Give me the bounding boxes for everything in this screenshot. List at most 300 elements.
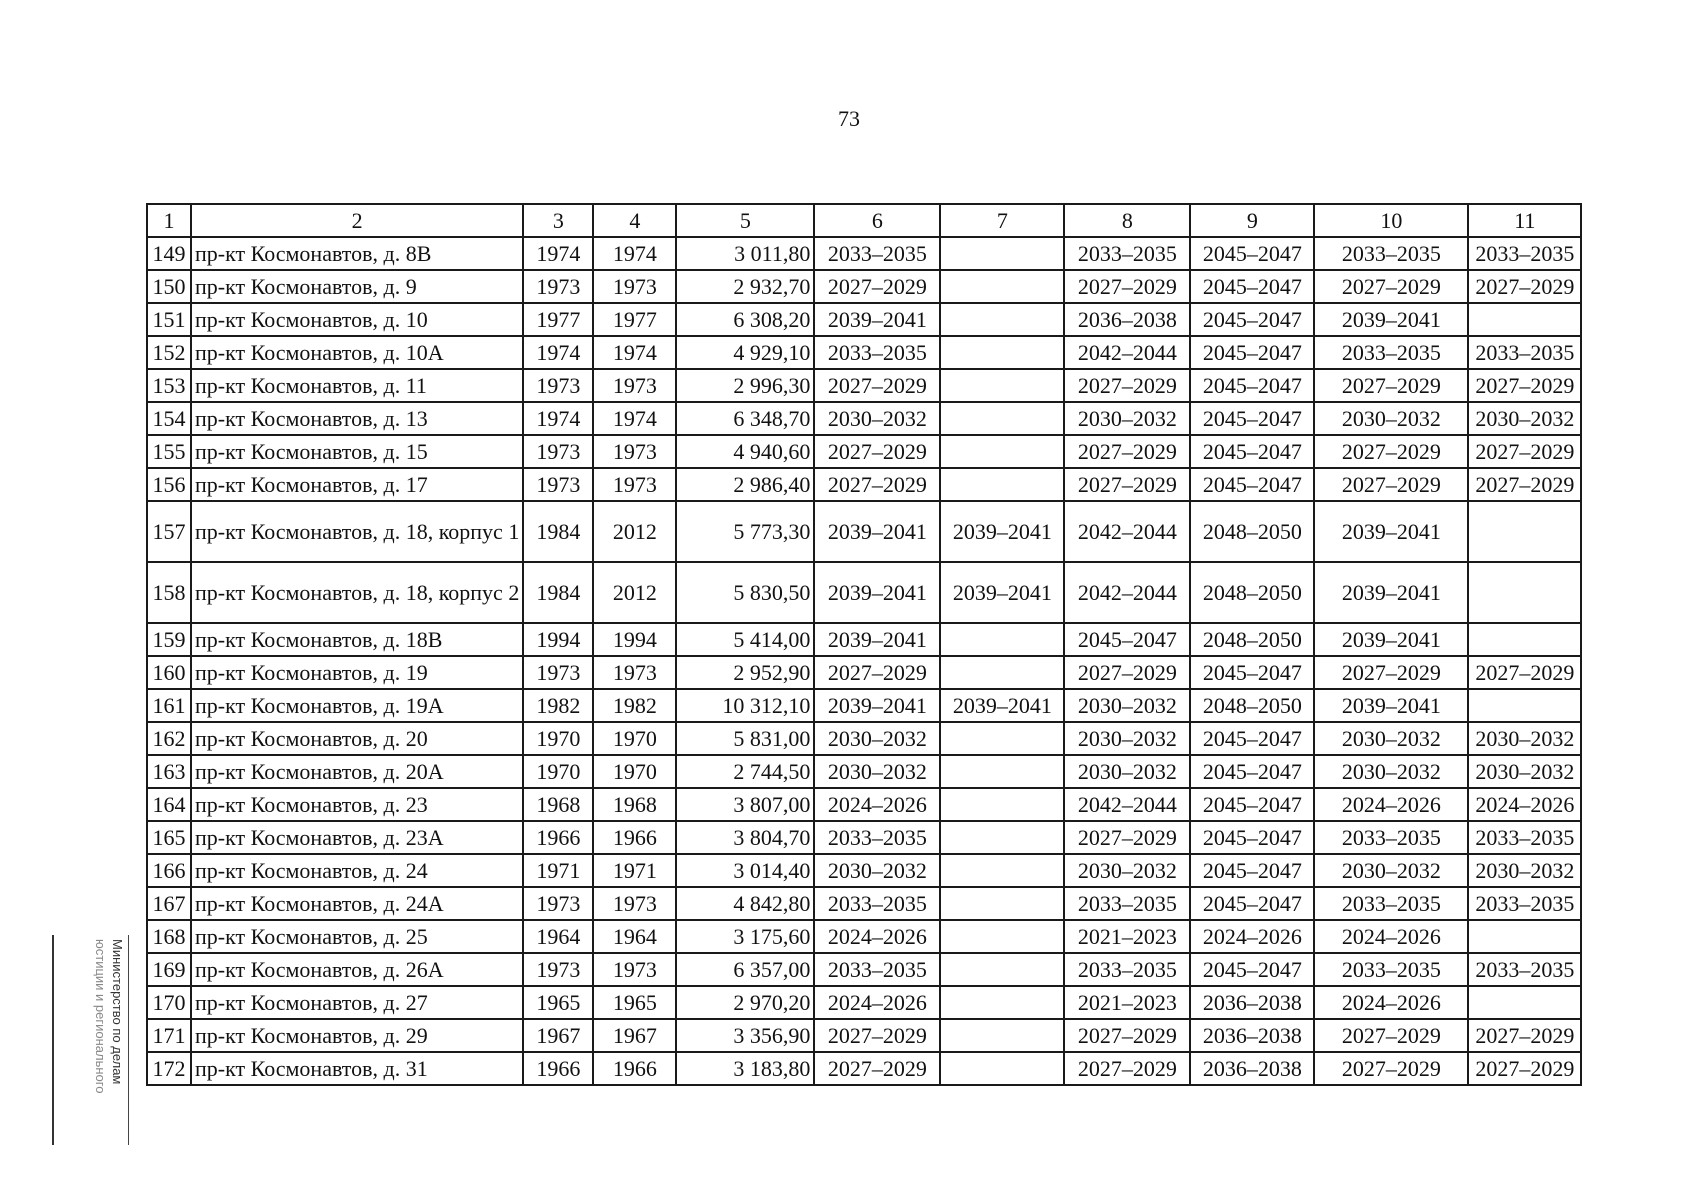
address-cell: пр-кт Космонавтов, д. 18, корпус 2 xyxy=(191,562,523,623)
period-col-9-cell: 2045–2047 xyxy=(1190,336,1314,369)
period-col-7-cell xyxy=(940,755,1064,788)
area-cell: 2 996,30 xyxy=(676,369,814,402)
period-col-6-cell: 2027–2029 xyxy=(814,656,940,689)
area-cell: 3 011,80 xyxy=(676,237,814,270)
column-header: 7 xyxy=(940,204,1064,237)
area-cell: 4 842,80 xyxy=(676,887,814,920)
period-col-6-cell: 2033–2035 xyxy=(814,336,940,369)
row-number-cell: 170 xyxy=(147,986,191,1019)
period-col-6-cell: 2030–2032 xyxy=(814,402,940,435)
period-col-7-cell xyxy=(940,402,1064,435)
period-col-10-cell: 2033–2035 xyxy=(1314,953,1468,986)
year-reconstructed-cell: 1964 xyxy=(593,920,676,953)
period-col-6-cell: 2033–2035 xyxy=(814,887,940,920)
year-built-cell: 1973 xyxy=(523,468,593,501)
area-cell: 6 357,00 xyxy=(676,953,814,986)
period-col-10-cell: 2027–2029 xyxy=(1314,468,1468,501)
period-col-9-cell: 2048–2050 xyxy=(1190,689,1314,722)
period-col-10-cell: 2033–2035 xyxy=(1314,887,1468,920)
table-row xyxy=(147,920,1581,953)
period-col-10-cell: 2030–2032 xyxy=(1314,854,1468,887)
table-row xyxy=(147,402,1581,435)
period-col-6-cell: 2033–2035 xyxy=(814,953,940,986)
ministry-stamp xyxy=(52,935,129,1145)
year-built-cell: 1965 xyxy=(523,986,593,1019)
table-row xyxy=(147,788,1581,821)
period-col-6-cell: 2030–2032 xyxy=(814,755,940,788)
year-built-cell: 1966 xyxy=(523,1052,593,1085)
period-col-8-cell: 2042–2044 xyxy=(1064,336,1190,369)
period-col-11-cell: 2024–2026 xyxy=(1468,788,1581,821)
period-col-11-cell: 2030–2032 xyxy=(1468,722,1581,755)
period-col-9-cell: 2045–2047 xyxy=(1190,402,1314,435)
year-built-cell: 1974 xyxy=(523,402,593,435)
column-header: 6 xyxy=(814,204,940,237)
year-reconstructed-cell: 1965 xyxy=(593,986,676,1019)
area-cell: 3 175,60 xyxy=(676,920,814,953)
year-reconstructed-cell: 1970 xyxy=(593,722,676,755)
period-col-6-cell: 2024–2026 xyxy=(814,788,940,821)
table-row xyxy=(147,821,1581,854)
area-cell: 4 929,10 xyxy=(676,336,814,369)
row-number-cell: 154 xyxy=(147,402,191,435)
year-built-cell: 1967 xyxy=(523,1019,593,1052)
year-built-cell: 1984 xyxy=(523,562,593,623)
table-row xyxy=(147,303,1581,336)
period-col-11-cell: 2030–2032 xyxy=(1468,854,1581,887)
area-cell: 3 183,80 xyxy=(676,1052,814,1085)
period-col-6-cell: 2033–2035 xyxy=(814,821,940,854)
address-cell: пр-кт Космонавтов, д. 8В xyxy=(191,237,523,270)
period-col-9-cell: 2024–2026 xyxy=(1190,920,1314,953)
period-col-10-cell: 2024–2026 xyxy=(1314,920,1468,953)
address-cell: пр-кт Космонавтов, д. 19А xyxy=(191,689,523,722)
period-col-8-cell: 2030–2032 xyxy=(1064,402,1190,435)
year-built-cell: 1974 xyxy=(523,336,593,369)
period-col-11-cell: 2027–2029 xyxy=(1468,435,1581,468)
year-reconstructed-cell: 1971 xyxy=(593,854,676,887)
period-col-7-cell xyxy=(940,623,1064,656)
stamp-text xyxy=(62,939,126,1139)
row-number-cell: 165 xyxy=(147,821,191,854)
year-built-cell: 1984 xyxy=(523,501,593,562)
period-col-11-cell xyxy=(1468,501,1581,562)
period-col-11-cell: 2030–2032 xyxy=(1468,402,1581,435)
period-col-10-cell: 2027–2029 xyxy=(1314,656,1468,689)
period-col-6-cell: 2027–2029 xyxy=(814,270,940,303)
period-col-6-cell: 2027–2029 xyxy=(814,369,940,402)
period-col-8-cell: 2027–2029 xyxy=(1064,369,1190,402)
period-col-6-cell: 2027–2029 xyxy=(814,1052,940,1085)
year-reconstructed-cell: 1973 xyxy=(593,887,676,920)
period-col-10-cell: 2027–2029 xyxy=(1314,1052,1468,1085)
row-number-cell: 171 xyxy=(147,1019,191,1052)
area-cell: 3 014,40 xyxy=(676,854,814,887)
address-cell: пр-кт Космонавтов, д. 31 xyxy=(191,1052,523,1085)
address-cell: пр-кт Космонавтов, д. 13 xyxy=(191,402,523,435)
year-built-cell: 1968 xyxy=(523,788,593,821)
period-col-7-cell xyxy=(940,722,1064,755)
header-row xyxy=(147,204,1581,237)
table-row xyxy=(147,1052,1581,1085)
row-number-cell: 161 xyxy=(147,689,191,722)
period-col-11-cell: 2030–2032 xyxy=(1468,755,1581,788)
period-col-7-cell xyxy=(940,656,1064,689)
row-number-cell: 156 xyxy=(147,468,191,501)
column-header: 4 xyxy=(593,204,676,237)
row-number-cell: 158 xyxy=(147,562,191,623)
table-row xyxy=(147,435,1581,468)
year-reconstructed-cell: 1973 xyxy=(593,953,676,986)
area-cell: 2 986,40 xyxy=(676,468,814,501)
address-cell: пр-кт Космонавтов, д. 9 xyxy=(191,270,523,303)
area-cell: 5 830,50 xyxy=(676,562,814,623)
period-col-8-cell: 2042–2044 xyxy=(1064,788,1190,821)
period-col-9-cell: 2045–2047 xyxy=(1190,887,1314,920)
period-col-6-cell: 2024–2026 xyxy=(814,920,940,953)
period-col-7-cell xyxy=(940,468,1064,501)
period-col-8-cell: 2042–2044 xyxy=(1064,501,1190,562)
row-number-cell: 153 xyxy=(147,369,191,402)
area-cell: 2 744,50 xyxy=(676,755,814,788)
period-col-9-cell: 2048–2050 xyxy=(1190,562,1314,623)
area-cell: 10 312,10 xyxy=(676,689,814,722)
period-col-6-cell: 2039–2041 xyxy=(814,562,940,623)
period-col-8-cell: 2021–2023 xyxy=(1064,920,1190,953)
period-col-9-cell: 2045–2047 xyxy=(1190,953,1314,986)
row-number-cell: 162 xyxy=(147,722,191,755)
period-col-10-cell: 2027–2029 xyxy=(1314,435,1468,468)
period-col-8-cell: 2027–2029 xyxy=(1064,656,1190,689)
area-cell: 4 940,60 xyxy=(676,435,814,468)
row-number-cell: 160 xyxy=(147,656,191,689)
period-col-7-cell xyxy=(940,237,1064,270)
column-header: 8 xyxy=(1064,204,1190,237)
row-number-cell: 168 xyxy=(147,920,191,953)
area-cell: 6 348,70 xyxy=(676,402,814,435)
period-col-11-cell: 2033–2035 xyxy=(1468,237,1581,270)
period-col-8-cell: 2036–2038 xyxy=(1064,303,1190,336)
year-built-cell: 1974 xyxy=(523,237,593,270)
year-built-cell: 1977 xyxy=(523,303,593,336)
period-col-8-cell: 2030–2032 xyxy=(1064,755,1190,788)
area-cell: 3 807,00 xyxy=(676,788,814,821)
period-col-10-cell: 2039–2041 xyxy=(1314,689,1468,722)
period-col-9-cell: 2036–2038 xyxy=(1190,1019,1314,1052)
period-col-9-cell: 2045–2047 xyxy=(1190,656,1314,689)
address-cell: пр-кт Космонавтов, д. 17 xyxy=(191,468,523,501)
period-col-8-cell: 2027–2029 xyxy=(1064,468,1190,501)
period-col-11-cell: 2027–2029 xyxy=(1468,1019,1581,1052)
year-reconstructed-cell: 1974 xyxy=(593,402,676,435)
table-row xyxy=(147,501,1581,562)
period-col-6-cell: 2024–2026 xyxy=(814,986,940,1019)
year-reconstructed-cell: 2012 xyxy=(593,562,676,623)
table-row xyxy=(147,270,1581,303)
period-col-11-cell: 2027–2029 xyxy=(1468,468,1581,501)
stamp-line-2: юстиции и регионального xyxy=(93,939,108,1094)
period-col-8-cell: 2033–2035 xyxy=(1064,237,1190,270)
period-col-9-cell: 2045–2047 xyxy=(1190,237,1314,270)
period-col-7-cell xyxy=(940,887,1064,920)
area-cell: 2 932,70 xyxy=(676,270,814,303)
period-col-7-cell xyxy=(940,369,1064,402)
row-number-cell: 150 xyxy=(147,270,191,303)
stamp-line-1: Министерство по делам xyxy=(110,939,125,1085)
period-col-8-cell: 2027–2029 xyxy=(1064,1019,1190,1052)
year-reconstructed-cell: 1994 xyxy=(593,623,676,656)
period-col-9-cell: 2045–2047 xyxy=(1190,722,1314,755)
address-cell: пр-кт Космонавтов, д. 24А xyxy=(191,887,523,920)
area-cell: 2 952,90 xyxy=(676,656,814,689)
table-row xyxy=(147,755,1581,788)
row-number-cell: 159 xyxy=(147,623,191,656)
period-col-6-cell: 2039–2041 xyxy=(814,689,940,722)
period-col-10-cell: 2027–2029 xyxy=(1314,369,1468,402)
period-col-11-cell: 2033–2035 xyxy=(1468,821,1581,854)
period-col-9-cell: 2048–2050 xyxy=(1190,501,1314,562)
period-col-10-cell: 2030–2032 xyxy=(1314,755,1468,788)
period-col-10-cell: 2030–2032 xyxy=(1314,402,1468,435)
year-reconstructed-cell: 1970 xyxy=(593,755,676,788)
period-col-8-cell: 2045–2047 xyxy=(1064,623,1190,656)
year-built-cell: 1973 xyxy=(523,435,593,468)
period-col-11-cell xyxy=(1468,986,1581,1019)
year-reconstructed-cell: 1973 xyxy=(593,468,676,501)
address-cell: пр-кт Космонавтов, д. 10 xyxy=(191,303,523,336)
year-reconstructed-cell: 1973 xyxy=(593,369,676,402)
period-col-6-cell: 2033–2035 xyxy=(814,237,940,270)
period-col-7-cell xyxy=(940,1052,1064,1085)
period-col-9-cell: 2045–2047 xyxy=(1190,854,1314,887)
table-row xyxy=(147,562,1581,623)
row-number-cell: 172 xyxy=(147,1052,191,1085)
year-reconstructed-cell: 1977 xyxy=(593,303,676,336)
year-reconstructed-cell: 1982 xyxy=(593,689,676,722)
period-col-8-cell: 2027–2029 xyxy=(1064,435,1190,468)
row-number-cell: 163 xyxy=(147,755,191,788)
year-built-cell: 1973 xyxy=(523,369,593,402)
period-col-10-cell: 2033–2035 xyxy=(1314,336,1468,369)
period-col-6-cell: 2039–2041 xyxy=(814,501,940,562)
period-col-7-cell xyxy=(940,336,1064,369)
period-col-9-cell: 2036–2038 xyxy=(1190,986,1314,1019)
row-number-cell: 166 xyxy=(147,854,191,887)
address-cell: пр-кт Космонавтов, д. 23 xyxy=(191,788,523,821)
address-cell: пр-кт Космонавтов, д. 11 xyxy=(191,369,523,402)
period-col-8-cell: 2027–2029 xyxy=(1064,821,1190,854)
year-built-cell: 1973 xyxy=(523,887,593,920)
area-cell: 5 414,00 xyxy=(676,623,814,656)
table-row xyxy=(147,689,1581,722)
year-built-cell: 1994 xyxy=(523,623,593,656)
column-header: 5 xyxy=(676,204,814,237)
year-reconstructed-cell: 1966 xyxy=(593,1052,676,1085)
period-col-11-cell: 2027–2029 xyxy=(1468,1052,1581,1085)
period-col-6-cell: 2030–2032 xyxy=(814,854,940,887)
address-cell: пр-кт Космонавтов, д. 10А xyxy=(191,336,523,369)
period-col-8-cell: 2030–2032 xyxy=(1064,689,1190,722)
period-col-9-cell: 2036–2038 xyxy=(1190,1052,1314,1085)
period-col-9-cell: 2045–2047 xyxy=(1190,821,1314,854)
address-cell: пр-кт Космонавтов, д. 20А xyxy=(191,755,523,788)
period-col-6-cell: 2039–2041 xyxy=(814,623,940,656)
year-built-cell: 1971 xyxy=(523,854,593,887)
year-built-cell: 1973 xyxy=(523,656,593,689)
table-row xyxy=(147,986,1581,1019)
period-col-7-cell xyxy=(940,953,1064,986)
period-col-11-cell: 2027–2029 xyxy=(1468,270,1581,303)
period-col-11-cell xyxy=(1468,562,1581,623)
period-col-7-cell xyxy=(940,920,1064,953)
row-number-cell: 164 xyxy=(147,788,191,821)
table-row xyxy=(147,953,1581,986)
period-col-10-cell: 2027–2029 xyxy=(1314,270,1468,303)
period-col-11-cell xyxy=(1468,920,1581,953)
period-col-7-cell xyxy=(940,788,1064,821)
year-built-cell: 1973 xyxy=(523,270,593,303)
period-col-7-cell: 2039–2041 xyxy=(940,562,1064,623)
row-number-cell: 167 xyxy=(147,887,191,920)
year-reconstructed-cell: 1973 xyxy=(593,435,676,468)
address-cell: пр-кт Космонавтов, д. 18, корпус 1 xyxy=(191,501,523,562)
year-built-cell: 1970 xyxy=(523,722,593,755)
table-row xyxy=(147,623,1581,656)
period-col-9-cell: 2045–2047 xyxy=(1190,270,1314,303)
address-cell: пр-кт Космонавтов, д. 27 xyxy=(191,986,523,1019)
period-col-8-cell: 2033–2035 xyxy=(1064,887,1190,920)
year-built-cell: 1982 xyxy=(523,689,593,722)
table-row xyxy=(147,722,1581,755)
area-cell: 2 970,20 xyxy=(676,986,814,1019)
year-reconstructed-cell: 1966 xyxy=(593,821,676,854)
period-col-10-cell: 2039–2041 xyxy=(1314,303,1468,336)
period-col-11-cell: 2027–2029 xyxy=(1468,369,1581,402)
column-header: 10 xyxy=(1314,204,1468,237)
period-col-10-cell: 2030–2032 xyxy=(1314,722,1468,755)
year-built-cell: 1966 xyxy=(523,821,593,854)
period-col-7-cell xyxy=(940,1019,1064,1052)
period-col-7-cell: 2039–2041 xyxy=(940,689,1064,722)
table-row xyxy=(147,854,1581,887)
period-col-9-cell: 2045–2047 xyxy=(1190,303,1314,336)
period-col-6-cell: 2027–2029 xyxy=(814,435,940,468)
period-col-6-cell: 2030–2032 xyxy=(814,722,940,755)
period-col-7-cell xyxy=(940,435,1064,468)
period-col-7-cell xyxy=(940,854,1064,887)
period-col-7-cell xyxy=(940,270,1064,303)
period-col-10-cell: 2039–2041 xyxy=(1314,623,1468,656)
period-col-7-cell xyxy=(940,303,1064,336)
column-header: 11 xyxy=(1468,204,1581,237)
period-col-10-cell: 2027–2029 xyxy=(1314,1019,1468,1052)
row-number-cell: 151 xyxy=(147,303,191,336)
address-cell: пр-кт Космонавтов, д. 29 xyxy=(191,1019,523,1052)
row-number-cell: 169 xyxy=(147,953,191,986)
table-row xyxy=(147,1019,1581,1052)
period-col-8-cell: 2027–2029 xyxy=(1064,1052,1190,1085)
column-header: 9 xyxy=(1190,204,1314,237)
column-header: 2 xyxy=(191,204,523,237)
period-col-11-cell xyxy=(1468,689,1581,722)
year-reconstructed-cell: 1967 xyxy=(593,1019,676,1052)
address-cell: пр-кт Космонавтов, д. 19 xyxy=(191,656,523,689)
period-col-11-cell xyxy=(1468,623,1581,656)
column-header: 1 xyxy=(147,204,191,237)
address-cell: пр-кт Космонавтов, д. 24 xyxy=(191,854,523,887)
year-reconstructed-cell: 1973 xyxy=(593,270,676,303)
period-col-8-cell: 2027–2029 xyxy=(1064,270,1190,303)
row-number-cell: 149 xyxy=(147,237,191,270)
period-col-10-cell: 2033–2035 xyxy=(1314,821,1468,854)
period-col-9-cell: 2045–2047 xyxy=(1190,788,1314,821)
area-cell: 3 804,70 xyxy=(676,821,814,854)
period-col-8-cell: 2021–2023 xyxy=(1064,986,1190,1019)
page-number: 73 xyxy=(838,106,860,131)
period-col-7-cell xyxy=(940,821,1064,854)
address-cell: пр-кт Космонавтов, д. 26А xyxy=(191,953,523,986)
address-cell: пр-кт Космонавтов, д. 18В xyxy=(191,623,523,656)
year-reconstructed-cell: 1974 xyxy=(593,237,676,270)
period-col-7-cell: 2039–2041 xyxy=(940,501,1064,562)
period-col-9-cell: 2048–2050 xyxy=(1190,623,1314,656)
year-reconstructed-cell: 1968 xyxy=(593,788,676,821)
area-cell: 5 831,00 xyxy=(676,722,814,755)
table-row xyxy=(147,468,1581,501)
area-cell: 3 356,90 xyxy=(676,1019,814,1052)
table-row xyxy=(147,369,1581,402)
table-row xyxy=(147,237,1581,270)
address-cell: пр-кт Космонавтов, д. 15 xyxy=(191,435,523,468)
period-col-10-cell: 2033–2035 xyxy=(1314,237,1468,270)
period-col-9-cell: 2045–2047 xyxy=(1190,755,1314,788)
period-col-6-cell: 2039–2041 xyxy=(814,303,940,336)
period-col-11-cell: 2033–2035 xyxy=(1468,887,1581,920)
year-built-cell: 1964 xyxy=(523,920,593,953)
area-cell: 6 308,20 xyxy=(676,303,814,336)
table-row xyxy=(147,336,1581,369)
period-col-11-cell xyxy=(1468,303,1581,336)
period-col-9-cell: 2045–2047 xyxy=(1190,435,1314,468)
address-cell: пр-кт Космонавтов, д. 23А xyxy=(191,821,523,854)
period-col-11-cell: 2027–2029 xyxy=(1468,656,1581,689)
table-row xyxy=(147,656,1581,689)
year-reconstructed-cell: 1974 xyxy=(593,336,676,369)
row-number-cell: 155 xyxy=(147,435,191,468)
address-cell: пр-кт Космонавтов, д. 25 xyxy=(191,920,523,953)
period-col-6-cell: 2027–2029 xyxy=(814,1019,940,1052)
period-col-10-cell: 2024–2026 xyxy=(1314,986,1468,1019)
period-col-10-cell: 2039–2041 xyxy=(1314,501,1468,562)
period-col-8-cell: 2033–2035 xyxy=(1064,953,1190,986)
housing-repair-schedule-table xyxy=(146,203,1582,1086)
period-col-8-cell: 2030–2032 xyxy=(1064,722,1190,755)
period-col-8-cell: 2030–2032 xyxy=(1064,854,1190,887)
period-col-11-cell: 2033–2035 xyxy=(1468,953,1581,986)
column-header: 3 xyxy=(523,204,593,237)
area-cell: 5 773,30 xyxy=(676,501,814,562)
period-col-11-cell: 2033–2035 xyxy=(1468,336,1581,369)
year-reconstructed-cell: 2012 xyxy=(593,501,676,562)
period-col-9-cell: 2045–2047 xyxy=(1190,369,1314,402)
row-number-cell: 157 xyxy=(147,501,191,562)
period-col-10-cell: 2024–2026 xyxy=(1314,788,1468,821)
address-cell: пр-кт Космонавтов, д. 20 xyxy=(191,722,523,755)
period-col-9-cell: 2045–2047 xyxy=(1190,468,1314,501)
year-built-cell: 1970 xyxy=(523,755,593,788)
period-col-8-cell: 2042–2044 xyxy=(1064,562,1190,623)
year-reconstructed-cell: 1973 xyxy=(593,656,676,689)
